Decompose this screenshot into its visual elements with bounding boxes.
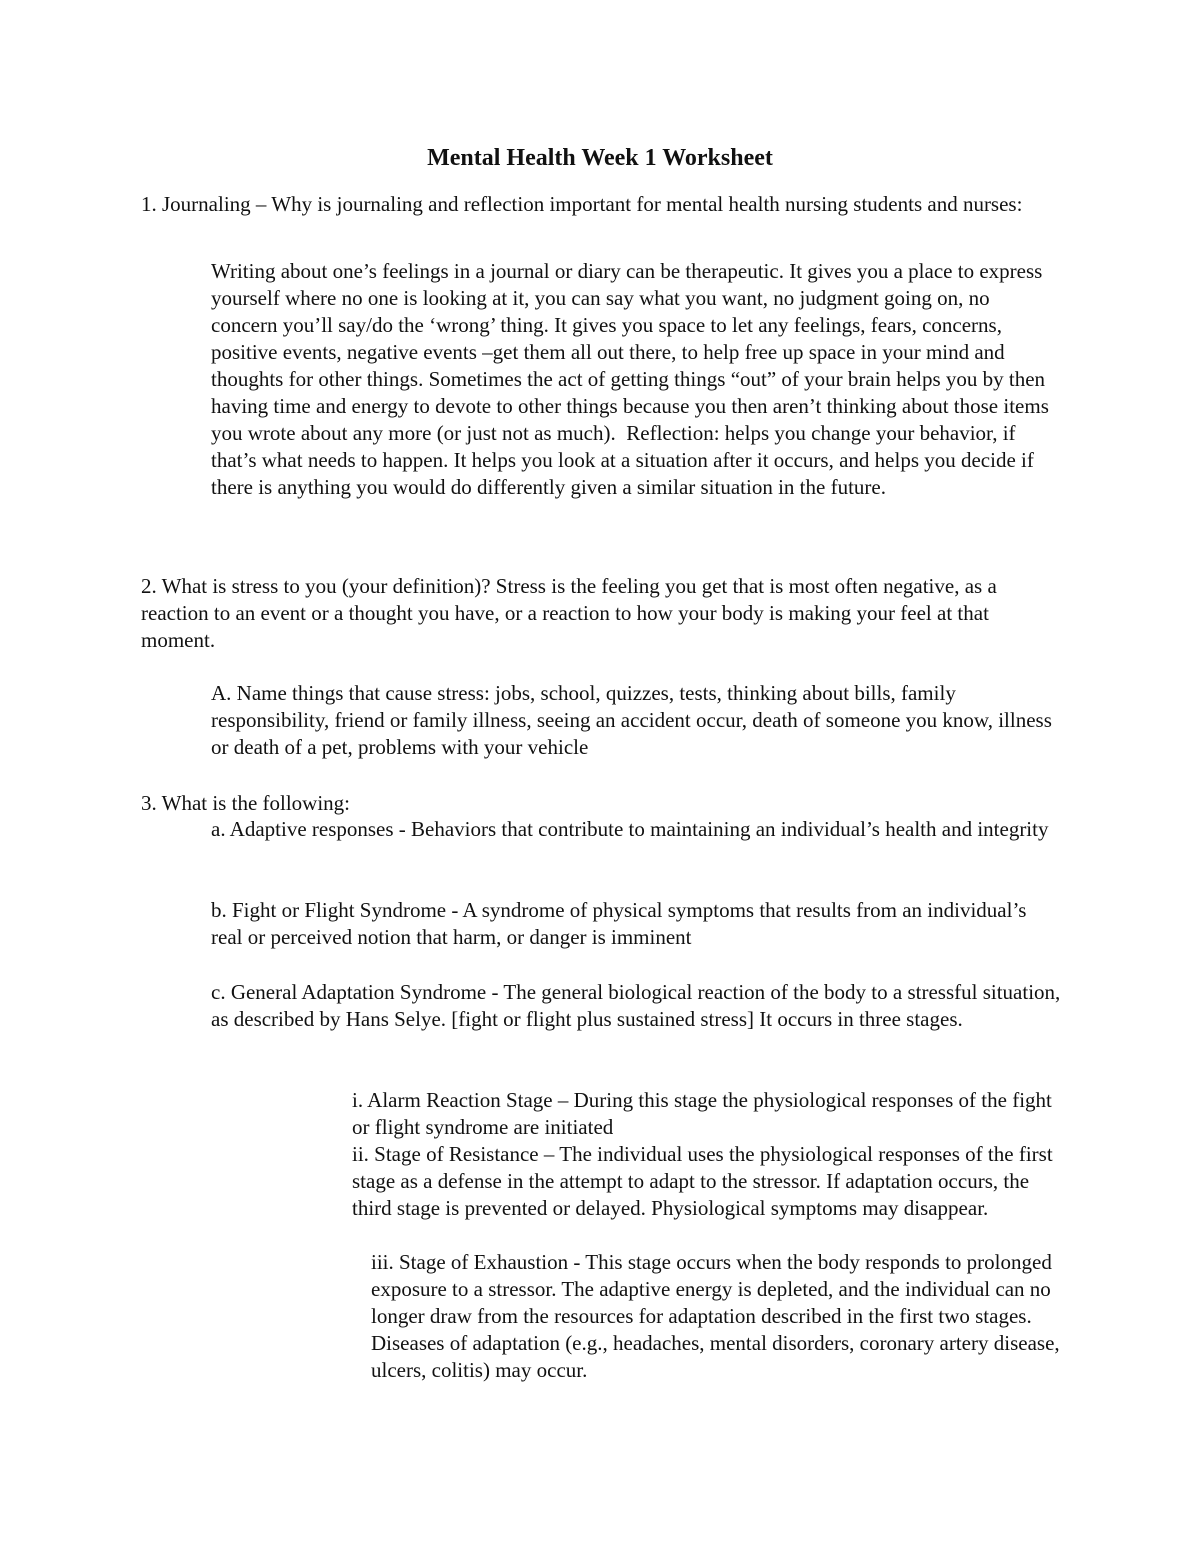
stage-iii: iii. Stage of Exhaustion - This stage occurs when the body responds to prolonged exposure to a stressor. The adaptive energy is depleted, and the individual can no longer draw from the resources for adaptation described in the first two stages. Diseases of adaptation (e.g., headaches, mental disorders, coronary artery disease, ulcers, colitis) may occur. — [371, 1250, 1065, 1382]
answer-3b: b. Fight or Flight Syndrome - A syndrome of physical symptoms that results from an individual’s real or perceived notion that harm, or danger is imminent — [211, 898, 1032, 949]
document-title: Mental Health Week 1 Worksheet — [427, 145, 773, 171]
question-1: 1. Journaling – Why is journaling and reflection important for mental health nursing students and nurses: — [141, 192, 1023, 216]
answer-2a: A. Name things that cause stress: jobs, school, quizzes, tests, thinking about bills, family responsibility, friend or family illness, seeing an accident occur, death of someone you know, illness or death of a pet, problems with your vehicle — [211, 681, 1058, 759]
answer-1: Writing about one’s feelings in a journal or diary can be therapeutic. It gives you a place to express yourself where no one is looking at it, you can say what you want, no judgment going on, no concern you’ll say/do the ‘wrong’ thing. It gives you space to let any feelings, fears, concerns, positive events, negative events –get them all out there, to help free up space in your mind and thoughts for other things. Sometimes the act of getting things “out” of your brain helps you by then having time and energy to devote to other things because you then aren’t thinking about those items you wrote about any more (or just not as much). Reflection: helps you change your behavior, if that’s what needs to happen. It helps you look at a situation after it occurs, and helps you decide if there is anything you would do differently given a similar situation in the future. — [211, 259, 1055, 499]
question-3: 3. What is the following: — [141, 791, 351, 815]
answer-3a: a. Adaptive responses - Behaviors that contribute to maintaining an individual’s health and integrity — [211, 817, 1049, 841]
stage-i: i. Alarm Reaction Stage – During this stage the physiological responses of the fight or flight syndrome are initiated — [352, 1088, 1058, 1139]
answer-3c: c. General Adaptation Syndrome - The general biological reaction of the body to a stressful situation, as described by Hans Selye. [fight or flight plus sustained stress] It occurs in three stages. — [211, 980, 1066, 1031]
stage-ii: ii. Stage of Resistance – The individual uses the physiological responses of the first stage as a defense in the attempt to adapt to the stressor. If adaptation occurs, the third stage is prevented or delayed. Physiological symptoms may disappear. — [352, 1142, 1058, 1220]
question-2: 2. What is stress to you (your definition)? Stress is the feeling you get that is most often negative, as a reaction to an event or a thought you have, or a reaction to how your body is making your feel at that moment. — [141, 574, 1003, 652]
